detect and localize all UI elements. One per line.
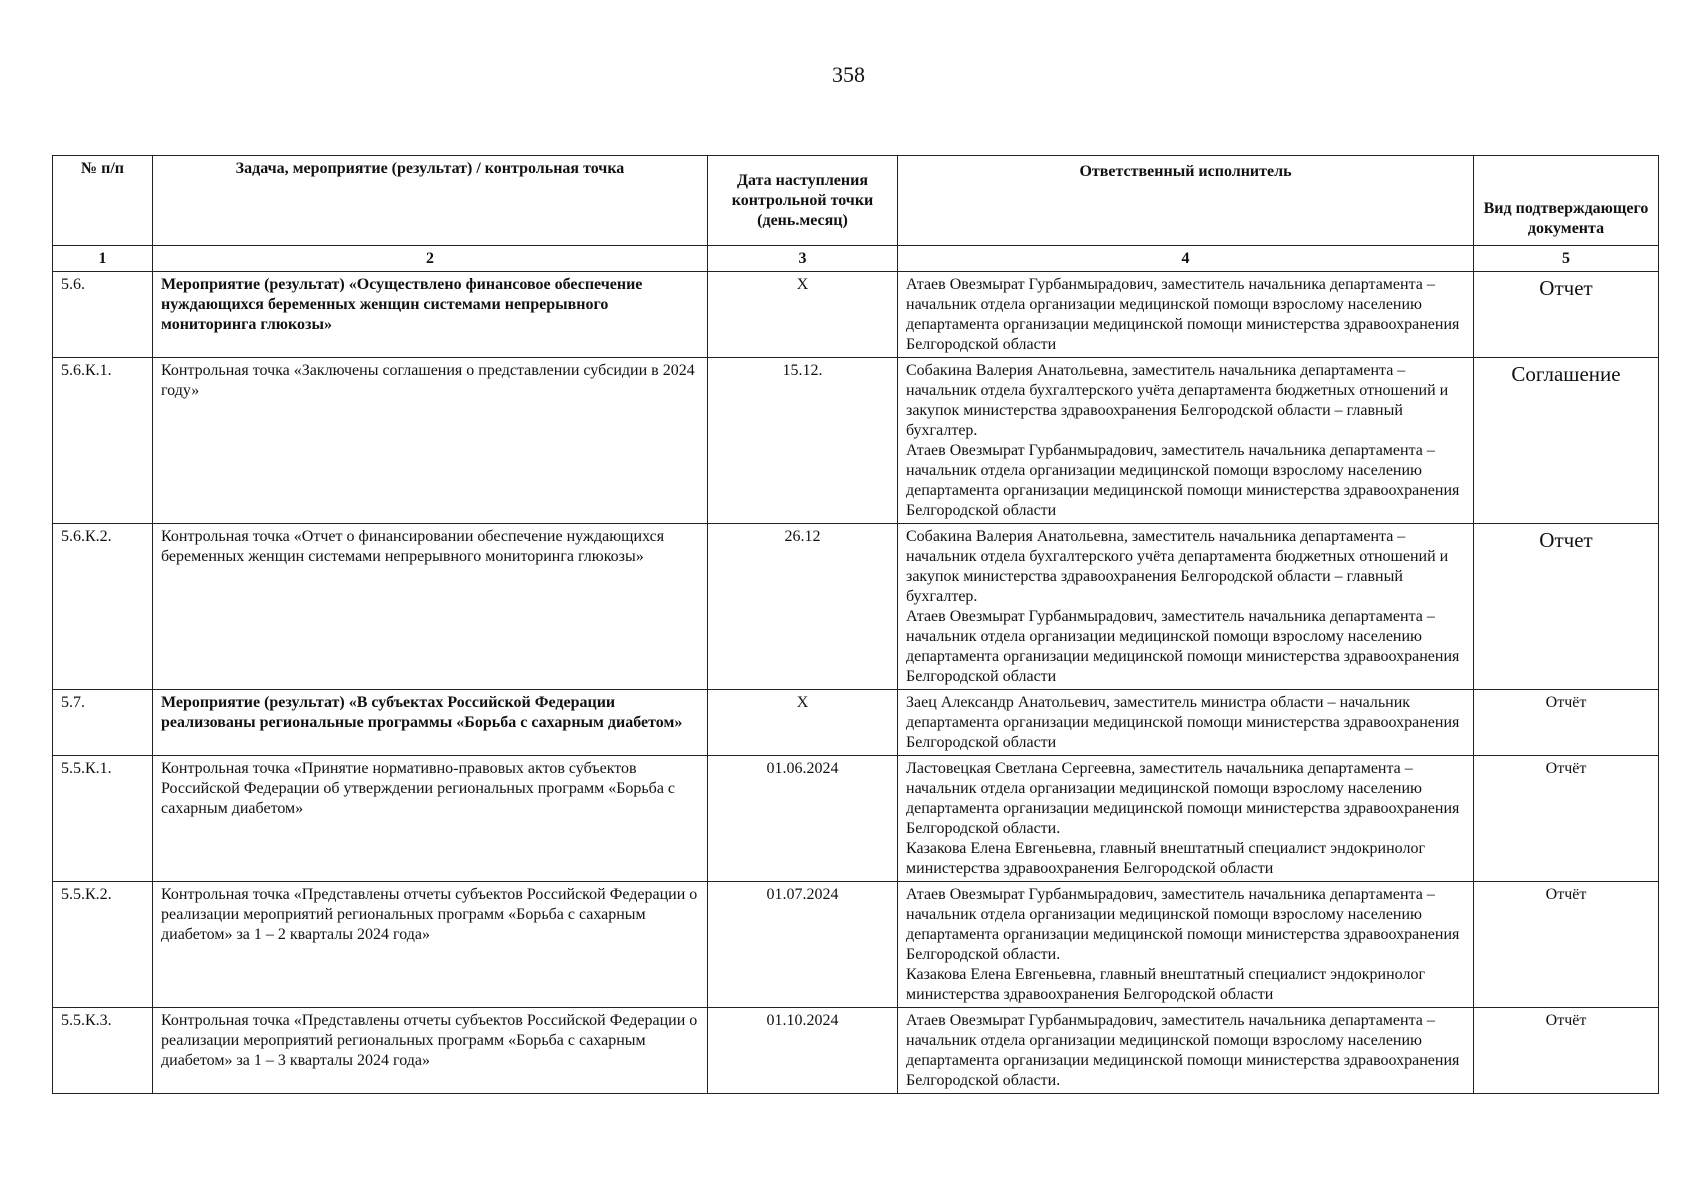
row-responsible xyxy=(898,690,1474,756)
row-number: 5.5.К.3. xyxy=(53,1008,153,1094)
header-doc-type: Вид подтверждающего документа xyxy=(1474,156,1659,246)
row-date: 26.12 xyxy=(708,524,898,690)
header-num: № п/п xyxy=(53,156,153,246)
column-number: 5 xyxy=(1474,246,1659,272)
responsible-person: Казакова Елена Евгеньевна, главный внештатный специалист эндокринолог министерства здравоохранения Белгородской области xyxy=(906,840,1425,877)
page-number: 358 xyxy=(832,62,865,87)
responsible-person: Ластовецкая Светлана Сергеевна, заместитель начальника департамента – начальник отдела организации медицинской помощи взрослому населению департамента организации медицинской помощи министерства здравоохранения Белгородской области. xyxy=(906,760,1460,837)
column-number: 1 xyxy=(53,246,153,272)
row-number: 5.6.К.2. xyxy=(53,524,153,690)
table-row xyxy=(53,690,1659,756)
row-task: Контрольная точка «Принятие нормативно-правовых актов субъектов Российской Федерации об утверждении региональных программ «Борьба с сахарным диабетом» xyxy=(153,756,708,882)
row-doc-type: Соглашение xyxy=(1474,358,1659,524)
responsible-person: Атаев Овезмырат Гурбанмырадович, заместитель начальника департамента – начальник отдела организации медицинской помощи взрослому населению департамента организации медицинской помощи министерства здравоохранения Белгородской области xyxy=(906,442,1460,519)
table-row xyxy=(53,756,1659,882)
row-doc-type: Отчёт xyxy=(1474,1008,1659,1094)
table-row xyxy=(53,358,1659,524)
table-row xyxy=(53,272,1659,358)
row-doc-type: Отчёт xyxy=(1474,882,1659,1008)
table-body xyxy=(53,272,1659,1094)
row-task: Контрольная точка «Представлены отчеты субъектов Российской Федерации о реализации мероприятий региональных программ «Борьба с сахарным диабетом» за 1 – 3 кварталы 2024 года» xyxy=(153,1008,708,1094)
responsible-person: Заец Александр Анатольевич, заместитель министра области – начальник департамента организации медицинской помощи министерства здравоохранения Белгородской области xyxy=(906,694,1460,751)
row-number: 5.6.К.1. xyxy=(53,358,153,524)
header-date: Дата наступления контрольной точки (день.месяц) xyxy=(708,156,898,246)
header-responsible: Ответственный исполнитель xyxy=(898,156,1474,246)
row-number: 5.5.К.1. xyxy=(53,756,153,882)
column-number: 2 xyxy=(153,246,708,272)
control-points-table xyxy=(52,155,1659,1094)
row-task: Контрольная точка «Заключены соглашения о представлении субсидии в 2024 году» xyxy=(153,358,708,524)
responsible-person: Атаев Овезмырат Гурбанмырадович, заместитель начальника департамента – начальник отдела организации медицинской помощи взрослому населению департамента организации медицинской помощи министерства здравоохранения Белгородской области xyxy=(906,276,1460,353)
table-row xyxy=(53,1008,1659,1094)
responsible-person: Атаев Овезмырат Гурбанмырадович, заместитель начальника департамента – начальник отдела организации медицинской помощи взрослому населению департамента организации медицинской помощи министерства здравоохранения Белгородской области. xyxy=(906,886,1460,963)
responsible-person: Собакина Валерия Анатольевна, заместитель начальника департамента – начальник отдела бухгалтерского учёта департамента бюджетных отношений и закупок министерства здравоохранения Белгородской области – главный бухгалтер. xyxy=(906,362,1449,439)
row-responsible xyxy=(898,882,1474,1008)
table-row xyxy=(53,882,1659,1008)
row-task: Контрольная точка «Представлены отчеты субъектов Российской Федерации о реализации мероприятий региональных программ «Борьба с сахарным диабетом» за 1 – 2 кварталы 2024 года» xyxy=(153,882,708,1008)
row-doc-type: Отчет xyxy=(1474,524,1659,690)
row-task: Мероприятие (результат) «В субъектах Российской Федерации реализованы региональные программы «Борьба с сахарным диабетом» xyxy=(153,690,708,756)
table-header-row xyxy=(53,156,1659,246)
column-number: 4 xyxy=(898,246,1474,272)
row-responsible xyxy=(898,272,1474,358)
row-date: X xyxy=(708,690,898,756)
row-task: Контрольная точка «Отчет о финансировании обеспечение нуждающихся беременных женщин системами непрерывного мониторинга глюкозы» xyxy=(153,524,708,690)
responsible-person: Собакина Валерия Анатольевна, заместитель начальника департамента – начальник отдела бухгалтерского учёта департамента бюджетных отношений и закупок министерства здравоохранения Белгородской области – главный бухгалтер. xyxy=(906,528,1449,605)
row-responsible xyxy=(898,524,1474,690)
column-number: 3 xyxy=(708,246,898,272)
responsible-person: Атаев Овезмырат Гурбанмырадович, заместитель начальника департамента – начальник отдела организации медицинской помощи взрослому населению департамента организации медицинской помощи министерства здравоохранения Белгородской области xyxy=(906,608,1460,685)
responsible-person: Атаев Овезмырат Гурбанмырадович, заместитель начальника департамента – начальник отдела организации медицинской помощи взрослому населению департамента организации медицинской помощи министерства здравоохранения Белгородской области. xyxy=(906,1012,1460,1089)
row-number: 5.7. xyxy=(53,690,153,756)
column-number-row xyxy=(53,246,1659,272)
row-responsible xyxy=(898,358,1474,524)
header-task: Задача, мероприятие (результат) / контрольная точка xyxy=(153,156,708,246)
row-date: 01.06.2024 xyxy=(708,756,898,882)
row-date: 15.12. xyxy=(708,358,898,524)
row-date: X xyxy=(708,272,898,358)
row-responsible xyxy=(898,756,1474,882)
row-date: 01.07.2024 xyxy=(708,882,898,1008)
row-doc-type: Отчёт xyxy=(1474,690,1659,756)
row-date: 01.10.2024 xyxy=(708,1008,898,1094)
row-doc-type: Отчёт xyxy=(1474,756,1659,882)
responsible-person: Казакова Елена Евгеньевна, главный внештатный специалист эндокринолог министерства здравоохранения Белгородской области xyxy=(906,966,1425,1003)
table-row xyxy=(53,524,1659,690)
row-task: Мероприятие (результат) «Осуществлено финансовое обеспечение нуждающихся беременных женщин системами непрерывного мониторинга глюкозы» xyxy=(153,272,708,358)
row-doc-type: Отчет xyxy=(1474,272,1659,358)
row-number: 5.5.К.2. xyxy=(53,882,153,1008)
row-number: 5.6. xyxy=(53,272,153,358)
row-responsible xyxy=(898,1008,1474,1094)
